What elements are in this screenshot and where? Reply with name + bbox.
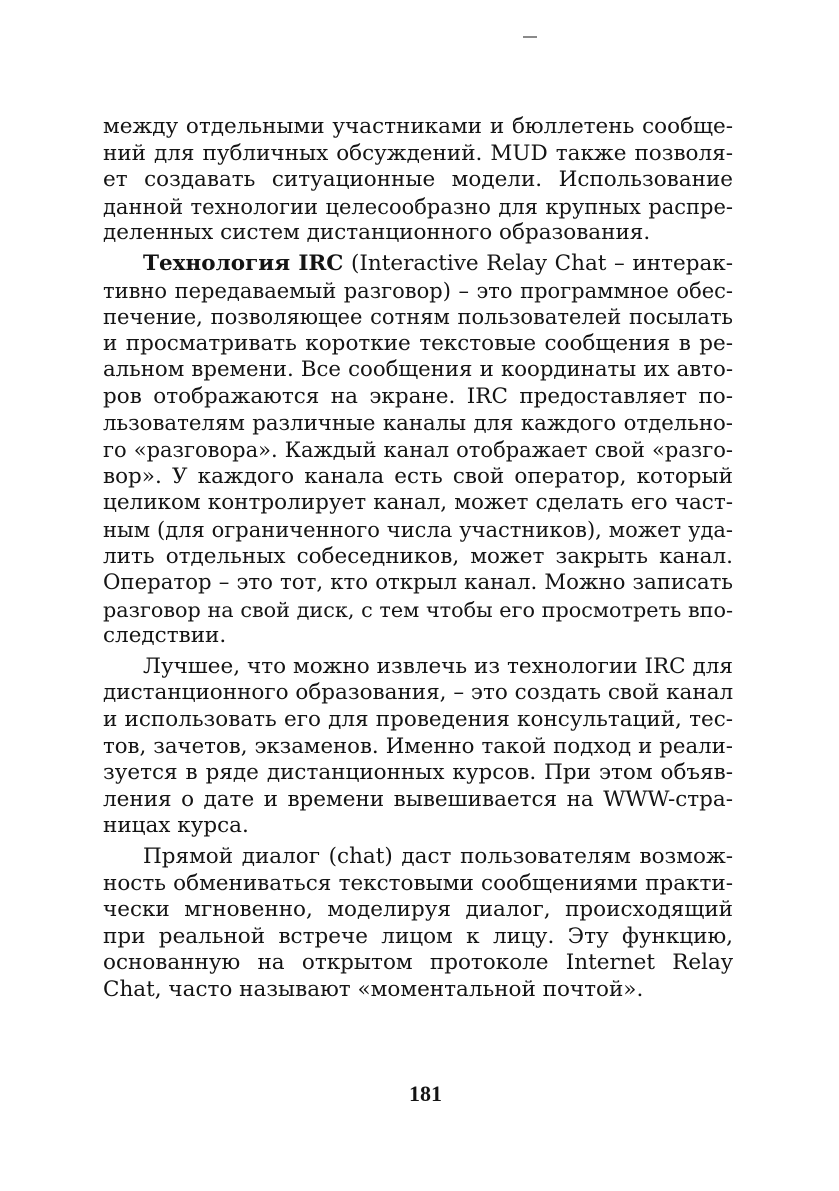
text-line: ным (для ограниченного числа участников), может уда- <box>103 517 733 542</box>
text-line-rest: (Interactive Relay Chat – интерак- <box>343 250 733 276</box>
term-bold: Технология IRC <box>143 250 344 276</box>
text-line: дистанционного образования, – это создать свой канал <box>103 680 734 706</box>
text-line: разговор на свой диск, с тем чтобы его просмотреть впо- <box>103 597 733 622</box>
text-line: льзователям различные каналы для каждого отдельно- <box>103 410 733 436</box>
paragraph-2 <box>103 251 733 650</box>
text-line: следствии. <box>103 623 227 649</box>
text-line: и использовать его для проведения консультаций, тес- <box>103 707 733 733</box>
top-dash-mark <box>523 36 537 38</box>
text-line: Chat, часто называют «моментальной почтой». <box>103 977 644 1002</box>
text-line: целиком контролирует канал, может сделать его част- <box>103 490 733 516</box>
text-line: и просматривать короткие текстовые сообщения в ре- <box>103 330 733 356</box>
text-line: Оператор – это тот, кто открыл канал. Можно записать <box>103 570 733 596</box>
text-line: ницах курса. <box>103 813 249 839</box>
text-line: основанную на открытом протоколе Internet Relay <box>103 950 733 976</box>
paragraph-3 <box>103 654 733 840</box>
text-line: альном времени. Все сообщения и координаты их авто- <box>103 357 733 383</box>
text-line: между отдельными участниками и бюллетень сообще- <box>103 114 733 139</box>
text-line: ления о дате и времени вывешивается на WWW-стра- <box>103 786 733 812</box>
text-line: тов, зачетов, экзаменов. Именно такой подход и реали- <box>103 733 733 759</box>
text-line: чески мгновенно, моделируя диалог, происходящий <box>103 897 733 923</box>
text-line: ность обмениваться текстовыми сообщениями практи- <box>103 870 733 896</box>
text-line: Лучшее, что можно извлечь из технологии IRC для <box>143 653 733 679</box>
page-body-text <box>103 114 733 1004</box>
text-line: ет создавать ситуационные модели. Использование <box>103 167 733 193</box>
text-line: лить отдельных собеседников, может закрыть канал. <box>103 543 733 569</box>
text-line: при реальной встрече лицом к лицу. Эту функцию, <box>103 923 733 949</box>
text-line: зуется в ряде дистанционных курсов. При этом объяв- <box>103 760 733 786</box>
paragraph-1 <box>103 114 733 247</box>
text-line: печение, позволяющее сотням пользователей посылать <box>103 305 733 330</box>
text-line <box>103 251 733 278</box>
text-line: данной технологии целесообразно для крупных распре- <box>103 194 733 219</box>
text-line: ров отображаются на экране. IRC предоставляет по- <box>103 383 733 409</box>
text-line: вор». У каждого канала есть свой оператор, который <box>103 463 733 489</box>
page-number: 181 <box>409 1081 442 1106</box>
text-line: тивно передаваемый разговор) – это программное обес- <box>103 278 733 303</box>
text-line: деленных систем дистанционного образования. <box>103 220 651 246</box>
text-line: ний для публичных обсуждений. MUD также позволя- <box>103 140 733 166</box>
text-line: го «разговора». Каждый канал отображает свой «разго- <box>103 438 733 463</box>
text-line: Прямой диалог (chat) даст пользователям возмож- <box>143 844 733 870</box>
paragraph-4 <box>103 844 733 1004</box>
